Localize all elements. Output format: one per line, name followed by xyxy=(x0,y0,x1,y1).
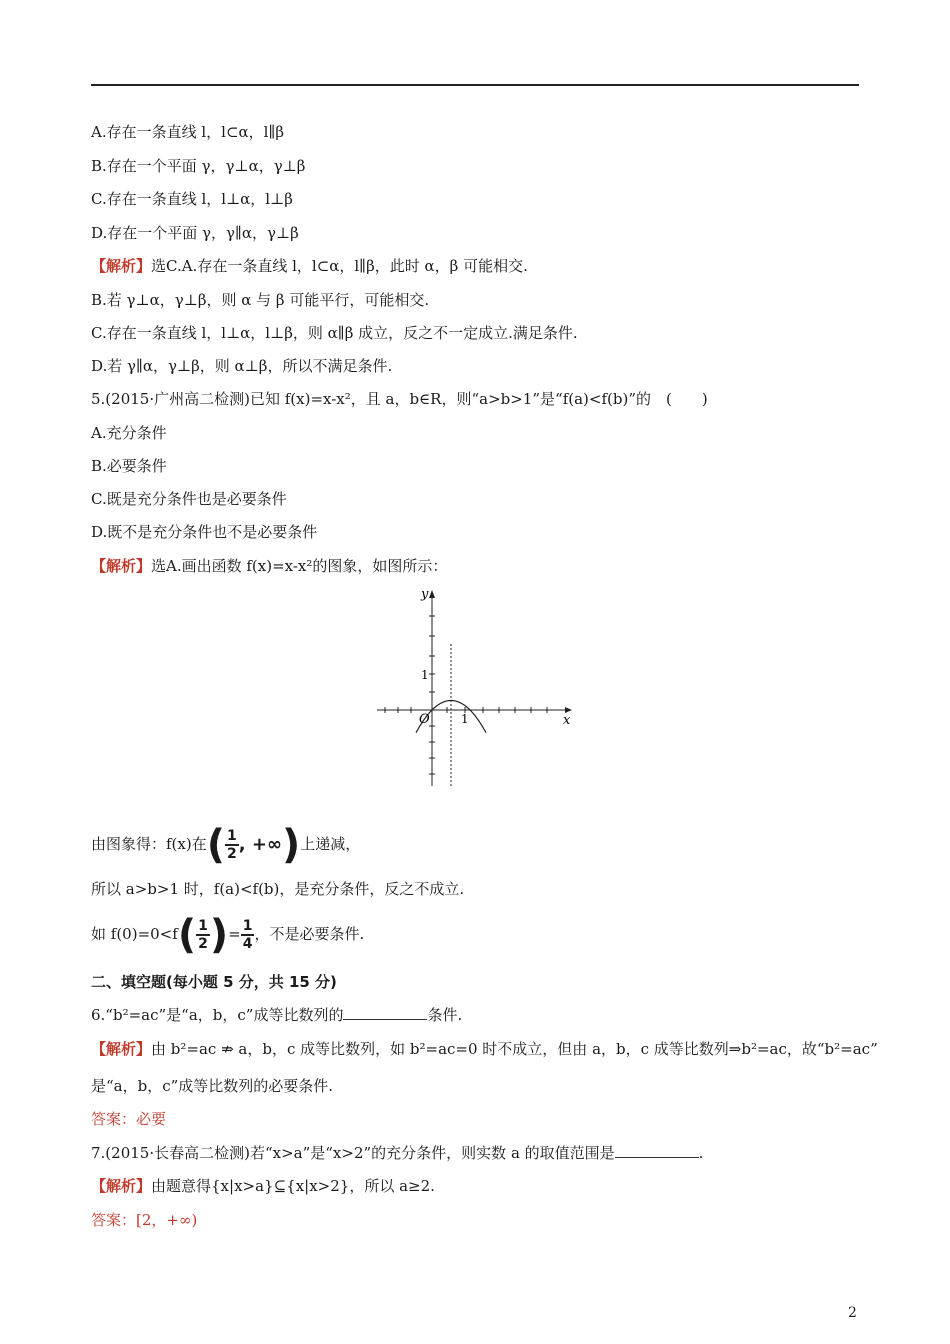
y-axis-label: y xyxy=(421,587,429,602)
fraction xyxy=(196,918,210,952)
infinity: +∞ xyxy=(251,834,282,855)
left-paren: ( xyxy=(206,822,225,868)
q6-analysis-line-1 xyxy=(91,1039,878,1059)
header-rule xyxy=(91,84,859,86)
text-segment: 上递减， xyxy=(300,835,361,853)
q5-analysis-line-2 xyxy=(91,822,360,866)
section-heading: 二、填空题(每小题 5 分，共 15 分) xyxy=(91,973,337,991)
q5-analysis-line-1 xyxy=(91,556,447,576)
q5-option-c: C.既是充分条件也是必要条件 xyxy=(91,490,287,508)
numerator: 1 xyxy=(198,918,208,934)
text-segment: ，不是必要条件. xyxy=(254,925,365,943)
q6-answer: 答案：必要 xyxy=(91,1110,167,1128)
denominator: 2 xyxy=(198,936,208,952)
q4-analysis-line-2: B.若 γ⊥α，γ⊥β，则 α 与 β 可能平行，可能相交. xyxy=(91,291,430,309)
q5-stem: 5.(2015·广州高二检测)已知 f(x)=x-x²，且 a，b∈R，则“a>b>1”是“f(a)<f(b)”的 ( ) xyxy=(91,390,708,408)
answer-blank xyxy=(343,1005,427,1020)
right-paren: ) xyxy=(209,912,229,958)
y-tick-label: 1 xyxy=(421,668,429,682)
analysis-text: 选A.画出函数 f(x)=x-x²的图象，如图所示： xyxy=(151,557,448,575)
q6-stem xyxy=(91,1005,462,1025)
q4-analysis-line-1 xyxy=(91,256,528,276)
answer-blank xyxy=(615,1143,699,1158)
q4-option-b: B.存在一个平面 γ，γ⊥α，γ⊥β xyxy=(91,157,306,175)
function-graph xyxy=(375,586,575,791)
q5-analysis-line-4 xyxy=(91,912,364,956)
axis-ticks xyxy=(385,616,547,774)
left-paren: ( xyxy=(177,912,197,958)
analysis-text: 由题意得{x|x>a}⊆{x|x>2}，所以 a≥2. xyxy=(151,1177,435,1195)
text-segment: 7.(2015·长春高二检测)若“x>a”是“x>2”的充分条件，则实数 a 的取值范围是 xyxy=(91,1144,615,1162)
numerator: 1 xyxy=(227,828,237,844)
analysis-tag: 【解析】 xyxy=(91,257,152,275)
fraction xyxy=(225,828,239,862)
x-tick-label: 1 xyxy=(461,712,469,726)
y-axis-arrow xyxy=(429,590,435,598)
denominator: 2 xyxy=(227,846,237,862)
q6-analysis-line-2: 是“a，b，c”成等比数列的必要条件. xyxy=(91,1077,334,1095)
q5-analysis-line-3: 所以 a>b>1 时，f(a)<f(b)，是充分条件，反之不成立. xyxy=(91,880,465,898)
page-number: 2 xyxy=(848,1305,857,1321)
analysis-tag: 【解析】 xyxy=(91,1177,152,1195)
origin-label: O xyxy=(419,712,430,727)
right-paren: ) xyxy=(281,822,301,868)
numerator: 1 xyxy=(242,918,253,934)
text-segment: . xyxy=(698,1144,704,1162)
q4-analysis-line-3: C.存在一条直线 l，l⊥α，l⊥β，则 α∥β 成立，反之不一定成立.满足条件. xyxy=(91,324,578,342)
q4-option-d: D.存在一个平面 γ，γ∥α，γ⊥β xyxy=(91,224,299,242)
denominator: 4 xyxy=(242,936,253,952)
equals: = xyxy=(228,925,241,943)
text-segment: 由图象得：f(x)在 xyxy=(91,835,207,853)
q7-analysis-line-1 xyxy=(91,1176,435,1196)
fraction xyxy=(241,918,255,952)
q7-stem xyxy=(91,1143,703,1163)
text-segment: 如 f(0)=0<f xyxy=(91,925,178,943)
q4-option-a: A.存在一条直线 l，l⊂α，l∥β xyxy=(91,123,285,141)
text-segment: 条件. xyxy=(427,1006,463,1024)
text-segment: 6.“b²=ac”是“a，b，c”成等比数列的 xyxy=(91,1006,344,1024)
analysis-text: 由 b²=ac ⇏ a，b，c 成等比数列，如 b²=ac=0 时不成立，但由 a，b，c 成等比数列⇒b²=ac，故“b²=ac” xyxy=(151,1040,878,1058)
analysis-tag: 【解析】 xyxy=(91,557,152,575)
q4-option-c: C.存在一条直线 l，l⊥α，l⊥β xyxy=(91,190,293,208)
analysis-tag: 【解析】 xyxy=(91,1040,152,1058)
q5-option-a: A.充分条件 xyxy=(91,424,167,442)
analysis-text: 选C.A.存在一条直线 l，l⊂α，l∥β，此时 α，β 可能相交. xyxy=(151,257,528,275)
x-axis-label: x xyxy=(563,713,571,728)
q4-analysis-line-4: D.若 γ∥α，γ⊥β，则 α⊥β，所以不满足条件. xyxy=(91,357,393,375)
q5-option-d: D.既不是充分条件也不是必要条件 xyxy=(91,523,318,541)
q5-option-b: B.必要条件 xyxy=(91,457,167,475)
comma: , xyxy=(238,834,252,855)
q7-answer: 答案：[2，+∞) xyxy=(91,1211,198,1229)
